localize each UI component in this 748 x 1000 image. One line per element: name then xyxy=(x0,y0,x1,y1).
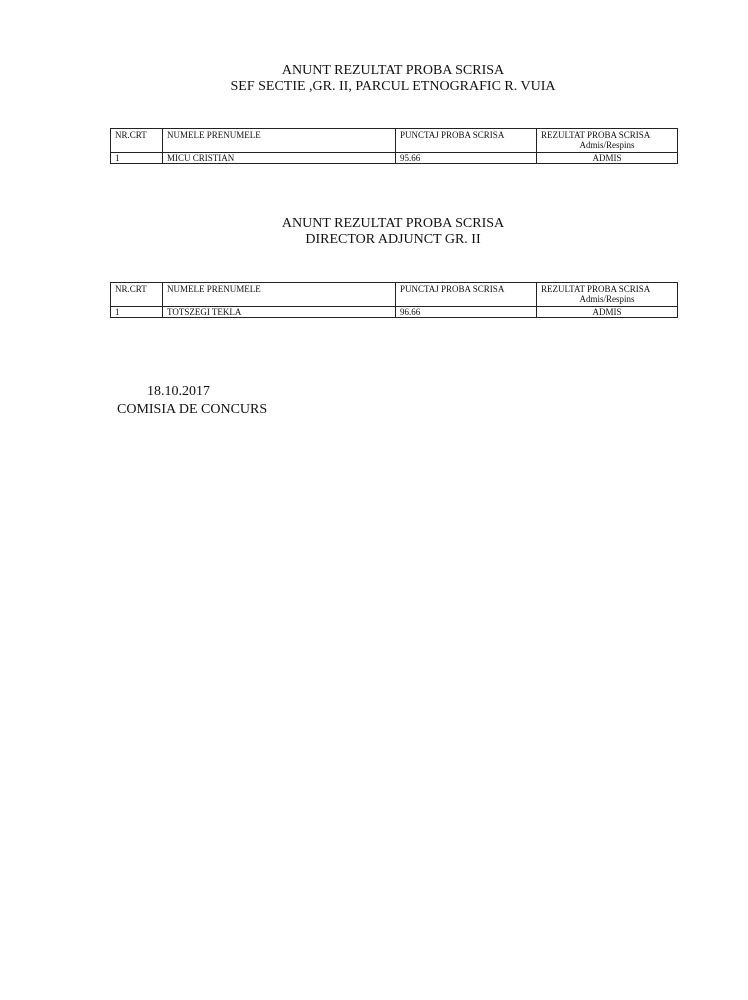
column-header-result xyxy=(537,283,678,307)
footer-date: 18.10.2017 xyxy=(147,384,210,399)
column-header-result-sub: Admis/Respins xyxy=(579,140,635,150)
cell-result: ADMIS xyxy=(537,307,678,318)
footer-commission: COMISIA DE CONCURS xyxy=(117,402,268,417)
section2-subtitle: DIRECTOR ADJUNCT GR. II xyxy=(305,232,481,247)
table-header-row xyxy=(111,283,678,307)
column-header-result xyxy=(537,129,678,153)
column-header-score: PUNCTAJ PROBA SCRISA xyxy=(396,283,537,307)
column-header-result-label: REZULTAT PROBA SCRISA xyxy=(541,130,651,140)
section1-title: ANUNT REZULTAT PROBA SCRISA xyxy=(281,63,505,78)
cell-nr: 1 xyxy=(111,153,163,164)
section1-results-table xyxy=(110,128,678,164)
column-header-nr: NR.CRT xyxy=(111,129,163,153)
section2-results-table xyxy=(110,282,678,318)
cell-name: TOTSZEGI TEKLA xyxy=(163,307,396,318)
column-header-name: NUMELE PRENUMELE xyxy=(163,129,396,153)
cell-score: 95.66 xyxy=(396,153,537,164)
section2-title: ANUNT REZULTAT PROBA SCRISA xyxy=(281,216,505,231)
section2-heading xyxy=(0,216,748,248)
table-row xyxy=(111,307,678,318)
table-header-row xyxy=(111,129,678,153)
column-header-result-label: REZULTAT PROBA SCRISA xyxy=(541,284,651,294)
cell-score: 96.66 xyxy=(396,307,537,318)
section1-subtitle: SEF SECTIE ,GR. II, PARCUL ETNOGRAFIC R. VUIA xyxy=(230,79,556,94)
column-header-score: PUNCTAJ PROBA SCRISA xyxy=(396,129,537,153)
table-row xyxy=(111,153,678,164)
cell-name: MICU CRISTIAN xyxy=(163,153,396,164)
column-header-result-sub: Admis/Respins xyxy=(579,294,635,304)
column-header-nr: NR.CRT xyxy=(111,283,163,307)
section1-heading xyxy=(0,63,748,95)
cell-nr: 1 xyxy=(111,307,163,318)
column-header-name: NUMELE PRENUMELE xyxy=(163,283,396,307)
cell-result: ADMIS xyxy=(537,153,678,164)
